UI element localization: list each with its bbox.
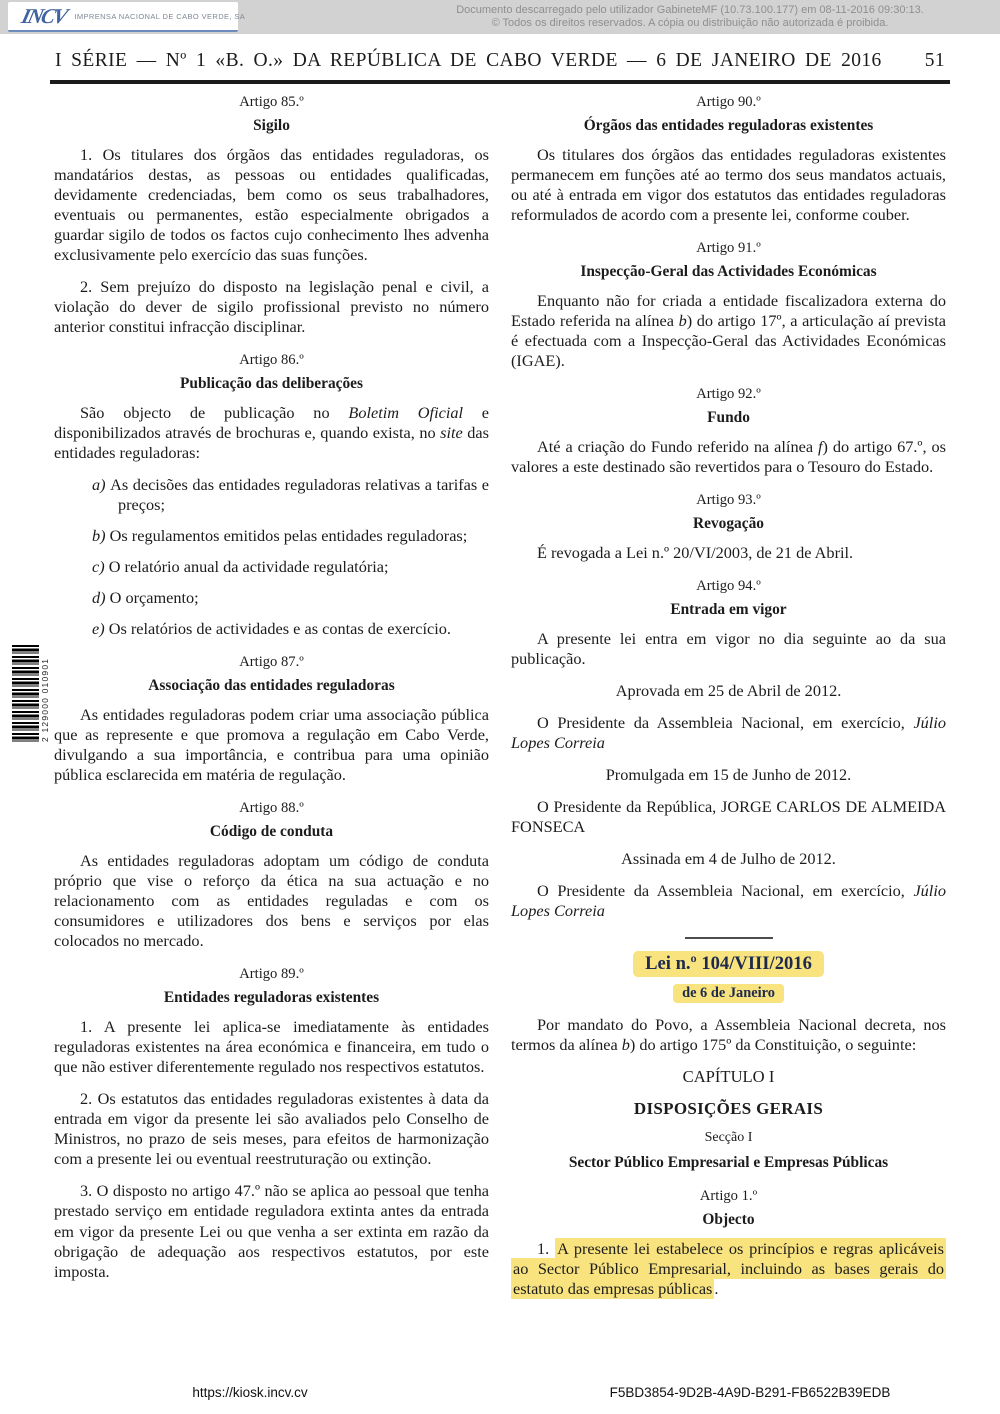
paragraph <box>511 881 946 921</box>
list-item: c) O relatório anual da actividade regulatória; <box>92 557 389 577</box>
section-heading: DISPOSIÇÕES GERAIS <box>633 1099 824 1119</box>
paragraph <box>511 1015 946 1055</box>
article-number: Artigo 90.º <box>696 94 761 110</box>
text-run: Enquanto não for criada a entidade fiscalizadora externa do Estado referida na alínea <box>511 290 946 330</box>
section-heading: Objecto <box>702 1211 755 1229</box>
list-item: d) O orçamento; <box>92 588 199 608</box>
article-number: Artigo 93.º <box>696 491 761 508</box>
center-line: Assinada em 4 de Julho de 2012. <box>621 848 836 868</box>
list <box>54 475 489 639</box>
paragraph: A presente lei entra em vigor no dia seguinte ao da sua publicação. <box>511 628 946 668</box>
section-heading: Revogação <box>693 514 764 532</box>
highlighted-text: A presente lei estabelece os princípios e regras aplicáveis ao Sector Público Empresarial, incluindo as bases gerais do estatuto das empresas públicas <box>513 1239 945 1299</box>
section-heading: Entidades reguladoras existentes <box>163 989 380 1007</box>
list-item-label: b) <box>92 526 110 546</box>
paragraph: O Presidente da República, JORGE CARLOS DE ALMEIDA FONSECA <box>511 796 946 836</box>
law-title <box>511 953 946 976</box>
text-run: . <box>714 1279 719 1299</box>
italic-text: b <box>678 310 687 330</box>
list-item-label: d) <box>92 588 110 608</box>
text-run: ) do artigo 67.º, os valores a este destinado são revertidos para o Tesouro do Estado. <box>511 436 946 476</box>
incv-logo <box>8 2 246 32</box>
article-number: Artigo 92.º <box>696 386 761 402</box>
right-column <box>511 92 946 1311</box>
section-heading: Inspecção-Geral das Actividades Económicas <box>580 262 877 280</box>
article-number: Artigo 88.º <box>239 800 304 817</box>
list-item-label: c) <box>92 557 109 577</box>
watermark-band <box>0 0 1000 34</box>
header-title: I SÉRIE — Nº 1 «B. O.» DA REPÚBLICA DE CABO VERDE — 6 DE JANEIRO DE 2016 <box>55 50 882 71</box>
article-number: Artigo 91.º <box>696 240 761 256</box>
italic-text: Júlio Lopes Correia <box>511 881 946 921</box>
paragraph: 3. O disposto no artigo 47.º não se aplica ao pessoal que tenha prestado serviço em entidade reguladora extinta antes da entrada em vigor da presente Lei ou que venha a ser extinta em razão da obrigação de adequação aos respectivos estatutos, por este imposta. <box>54 1181 489 1281</box>
article-number: Artigo 89.º <box>239 966 304 983</box>
text-run: ) do artigo 175º da Constituição, o seguinte: <box>629 1034 917 1054</box>
center-line: Promulgada em 15 de Junho de 2012. <box>605 764 852 784</box>
text-run: Até a criação do Fundo referido na alínea <box>537 436 819 456</box>
watermark-line1: Documento descarregado pelo utilizador GabineteMF (10.73.100.177) em 08-11-2016 09:30:13. <box>456 4 924 16</box>
center-line: CAPÍTULO I <box>682 1066 775 1086</box>
text-run: Por mandato do Povo, a Assembleia Nacional decreta, nos termos da alínea <box>511 1014 946 1054</box>
italic-text: site <box>440 423 463 443</box>
paragraph <box>54 403 489 463</box>
text-run: O Presidente da Assembleia Nacional, em exercício, <box>537 712 914 732</box>
list-item: a) As decisões das entidades reguladoras relativas a tarifas e preços; <box>92 475 489 515</box>
article-number: Artigo 87.º <box>239 654 304 671</box>
page-footer <box>0 1385 1000 1400</box>
incv-logo-mark: INCV <box>19 3 69 28</box>
incv-logo-label: IMPRENSA NACIONAL DE CABO VERDE, SA <box>74 11 246 21</box>
section-heading: Publicação das deliberações <box>180 375 363 393</box>
section-heading: Órgãos das entidades reguladoras existentes <box>583 116 874 134</box>
italic-text: b <box>621 1034 630 1054</box>
law-date-highlight: de 6 de Janeiro <box>673 984 784 1003</box>
paragraph: 1. Os titulares dos órgãos das entidades reguladoras, os mandatários destas, as pessoas ou entidades qualificadas, devidamente credenciadas, bem como os seus trabalhadores, eventuais ou permanentes, estão especialmente obrigados a guardar sigilo de todos os factos cujo conhecimento lhes advenha exclusivamente pelo exercício das suas funções. <box>54 144 489 265</box>
italic-text: Boletim Oficial <box>348 403 464 423</box>
left-column <box>54 92 489 1311</box>
watermark-text <box>390 4 990 30</box>
paragraph: 2. Sem prejuízo do disposto na legislação penal e civil, a violação do dever de sigilo profissional previsto no número anterior constitui infracção disciplinar. <box>54 277 489 337</box>
text-run: e disponibilizados através de brochuras e, quando exista, no <box>54 403 490 443</box>
paragraph: Os titulares dos órgãos das entidades reguladoras existentes permanecem em funções até ao termo dos seus mandatos actuais, ou até à entrada em vigor dos estatutos das entidades reguladoras reformulados de acordo com a presente lei, conforme couber. <box>511 144 946 224</box>
section-heading: Fundo <box>707 408 750 426</box>
list-item-label: e) <box>92 619 109 639</box>
article-number: Artigo 1.º <box>699 1188 758 1205</box>
section-heading: Entrada em vigor <box>670 600 787 618</box>
paragraph: As entidades reguladoras podem criar uma associação pública que as represente e que promova a regulação em Cabo Verde, divulgando a sua importância, e contribua para uma opinião pública esclarecida em matéria de regulação. <box>54 705 489 785</box>
paragraph: É revogada a Lei n.º 20/VI/2003, de 21 de Abril. <box>537 542 854 562</box>
list-item-label: a) <box>92 475 111 495</box>
section-heading: Associação das entidades reguladoras <box>148 677 395 695</box>
section-heading: Sigilo <box>253 116 290 134</box>
header-rule <box>50 80 950 84</box>
law-title-highlight: Lei n.º 104/VIII/2016 <box>633 951 824 977</box>
page-header <box>0 50 1000 72</box>
paragraph <box>511 437 946 477</box>
page-number: 51 <box>924 50 945 71</box>
section-heading: Sector Público Empresarial e Empresas Públicas <box>568 1154 889 1172</box>
article-number: Artigo 85.º <box>239 94 304 110</box>
article-number: Artigo 86.º <box>239 352 304 369</box>
separator-rule <box>685 937 773 939</box>
content-columns <box>0 92 1000 1311</box>
law-date <box>511 982 946 1003</box>
footer-url: https://kiosk.incv.cv <box>192 1385 308 1400</box>
center-line: Secção I <box>704 1130 753 1146</box>
list-item: e) Os relatórios de actividades e as contas de exercício. <box>92 619 451 639</box>
text-run: ) do artigo 17º, a articulação aí prevista é efectuada com a Inspecção-Geral das Actividades Económicas (IGAE). <box>511 310 946 370</box>
barcode-bars <box>12 645 39 742</box>
text-run: O Presidente da Assembleia Nacional, em exercício, <box>537 881 914 900</box>
paragraph <box>511 291 946 371</box>
barcode-number: 2 129000 010901 <box>40 657 50 742</box>
article-number: Artigo 94.º <box>696 577 761 594</box>
section-heading: Código de conduta <box>209 823 334 841</box>
italic-text: Júlio Lopes Correia <box>511 712 946 752</box>
italic-text: f <box>818 436 823 456</box>
text-run: 1. <box>537 1239 556 1259</box>
paragraph: As entidades reguladoras adoptam um código de conduta próprio que vise o reforço da ética na sua actuação e no relacionamento com as entidades reguladas e com os consumidores e utilizadores dos bens e serviços por elas colocados no mercado. <box>54 851 489 951</box>
footer-document-id: F5BD3854-9D2B-4A9D-B291-FB6522B39EDB <box>609 1385 891 1400</box>
paragraph: 2. Os estatutos das entidades reguladoras existentes à data da entrada em vigor da presente lei são avaliados pelo Conselho de Ministros, no prazo de seis meses, para efeitos de harmonização com a presente lei ou eventual reestruturação ou extinção. <box>54 1089 489 1169</box>
paragraph: 1. A presente lei aplica-se imediatamente às entidades reguladoras existentes na área económica e financeira, em tudo o que não estiver diferentemente regulado nos respectivos estatutos. <box>54 1017 489 1077</box>
center-line: Aprovada em 25 de Abril de 2012. <box>615 680 842 700</box>
barcode <box>12 645 50 742</box>
text-run: das entidades reguladoras: <box>54 423 489 463</box>
text-run: São objecto de publicação no <box>80 403 349 423</box>
paragraph <box>511 713 946 753</box>
watermark-line2: © Todos os direitos reservados. A cópia ou distribuição não autorizada é proibida. <box>491 17 889 29</box>
paragraph <box>511 1239 946 1299</box>
list-item: b) Os regulamentos emitidos pelas entidades reguladoras; <box>92 526 468 546</box>
